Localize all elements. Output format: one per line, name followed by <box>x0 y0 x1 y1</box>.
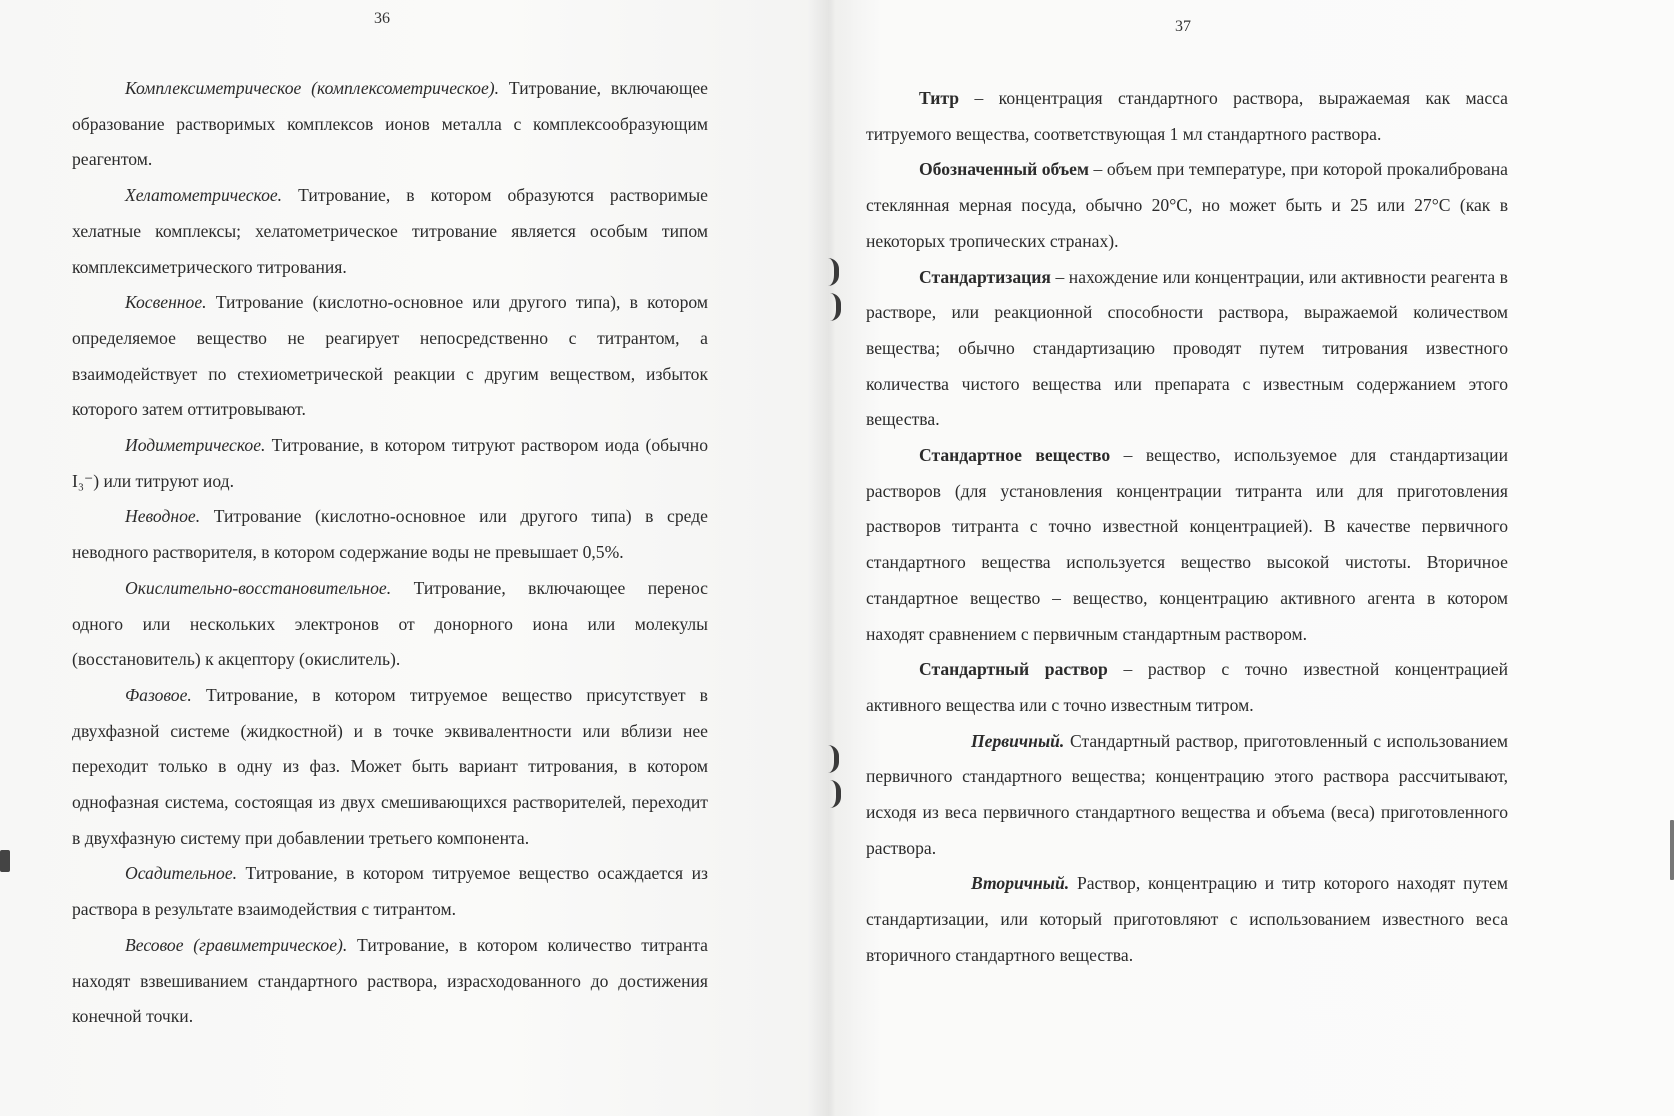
entry-nonaqueous <box>72 499 708 570</box>
entry-redox <box>72 571 708 678</box>
entry-text: Титрование, включающее перенос одного или нескольких электронов от донорного иона или молекулы (восстановитель) к акцептору (окислитель). <box>72 577 708 670</box>
entry-term: Хелатометрическое. <box>125 185 283 206</box>
page-number-right: 37 <box>1175 18 1191 35</box>
entry-term: Неводное. <box>125 506 201 527</box>
entry-text: Титрование, в котором титруемое вещество присутствует в двухфазной системе (жидкостной) и в точке эквивалентности или вблизи нее переходит только в одну из фаз. Может быть вариант титрования, в котором однофазная система, состоящая из двух смешивающихся растворителей, переходит в двухфазную систему при добавлении третьего компонента. <box>72 684 708 848</box>
entry-primary <box>866 724 1508 867</box>
entry-text: – концентрация стандартного раствора, выражаемая как масса титруемого вещества, соответствующая 1 мл стандартного раствора. <box>866 88 1508 144</box>
page-number-left: 36 <box>374 10 390 27</box>
entry-term: Окислительно-восстановительное. <box>125 577 392 598</box>
entry-text: Титрование, в котором титруют раствором иода (обычно I₃⁻) или титруют иод. <box>72 435 708 491</box>
entry-term: Иодиметрическое. <box>125 435 266 456</box>
entry-term: Обозначенный объем <box>919 159 1089 180</box>
entry-text: Титрование, в котором образуются растворимые хелатные комплексы; хелатометрическое титрование является особым типом комплексиметрического титрования. <box>72 185 708 277</box>
entry-term: Титр <box>919 88 960 108</box>
entry-term: Косвенное. <box>125 292 207 313</box>
entry-text: – вещество, используемое для стандартизации растворов (для установления концентрации титранта или для приготовления растворов титранта с точно известной концентрацией). В качестве первичного стандартного вещества используется вещество высокой чистоты. Вторичное стандартное вещество – вещество, концентрацию активного агента в котором находят сравнением с первичным стандартным раствором. <box>866 445 1508 644</box>
entry-term: Стандартный раствор <box>919 659 1108 680</box>
entry-term: Осадительное. <box>125 863 238 884</box>
entry-term: Первичный. <box>971 730 1065 751</box>
entry-precipitation <box>72 856 708 927</box>
entry-gravimetric <box>72 928 708 1035</box>
entry-term: Вторичный. <box>971 873 1070 894</box>
entry-standard-substance <box>866 438 1508 652</box>
entry-text: – нахождение или концентрации, или активности реагента в растворе, или реакционной способности раствора, выражаемой количеством вещества; обычно стандартизацию проводят путем титрования известного количества чистого вещества или препарата с известным содержанием этого вещества. <box>866 266 1508 430</box>
entry-text: – раствор с точно известной концентрацией активного вещества или с точно известным титром. <box>866 659 1508 715</box>
entry-term: Стандартное вещество <box>919 445 1111 466</box>
entry-standard-solution <box>866 652 1508 723</box>
entry-standardization <box>866 260 1508 439</box>
entry-titer <box>866 81 1508 152</box>
scan-mark <box>0 850 10 872</box>
entry-iodimetric <box>72 428 708 499</box>
entry-text: Титрование (кислотно-основное или другого типа), в котором определяемое вещество не реагирует непосредственно с титрантом, а взаимодействует по стехиометрической реакции с другим веществом, избыток которого затем оттитровывают. <box>72 292 708 420</box>
entry-term: Комплексиметрическое (комплексометрическое). <box>125 78 500 98</box>
entry-text: Титрование, в котором количество титранта находят взвешиванием стандартного раствора, израсходованного до достижения конечной точки. <box>72 934 708 1027</box>
scan-mark <box>1670 820 1674 880</box>
entry-complexometric <box>72 71 708 178</box>
entry-phase <box>72 678 708 857</box>
left-page <box>0 0 830 1116</box>
entry-nominal-volume <box>866 152 1508 259</box>
book-gutter <box>808 0 854 1116</box>
right-text-column <box>866 81 1508 974</box>
entry-term: Весовое (гравиметрическое). <box>125 934 348 955</box>
entry-text: Титрование, в котором титруемое вещество осаждается из раствора в результате взаимодействия с титрантом. <box>72 863 708 920</box>
entry-text: Титрование (кислотно-основное или другого типа) в среде неводного растворителя, в котором содержание воды не превышает 0,5%. <box>72 506 708 563</box>
entry-term: Стандартизация <box>919 266 1051 287</box>
left-text-column <box>72 71 708 1035</box>
entry-text: Титрование, включающее образование растворимых комплексов ионов металла с комплексообразующим реагентом. <box>72 78 708 170</box>
entry-text: Стандартный раствор, приготовленный с использованием первичного стандартного вещества; концентрацию этого раствора рассчитывают, исходя из веса первичного стандартного вещества и объема (веса) приготовленного раствора. <box>866 730 1508 858</box>
entry-term: Фазовое. <box>125 684 192 705</box>
entry-chelatometric <box>72 178 708 285</box>
entry-text: Раствор, концентрацию и титр которого находят путем стандартизации, или который приготовляют с использованием известного веса вторичного стандартного вещества. <box>866 873 1508 965</box>
entry-text: – объем при температуре, при которой прокалибрована стеклянная мерная посуда, обычно 20°С, но может быть и 25 или 27°С (как в некоторых тропических странах). <box>866 159 1508 251</box>
entry-indirect <box>72 285 708 428</box>
entry-secondary <box>866 866 1508 973</box>
right-page <box>830 0 1674 1116</box>
